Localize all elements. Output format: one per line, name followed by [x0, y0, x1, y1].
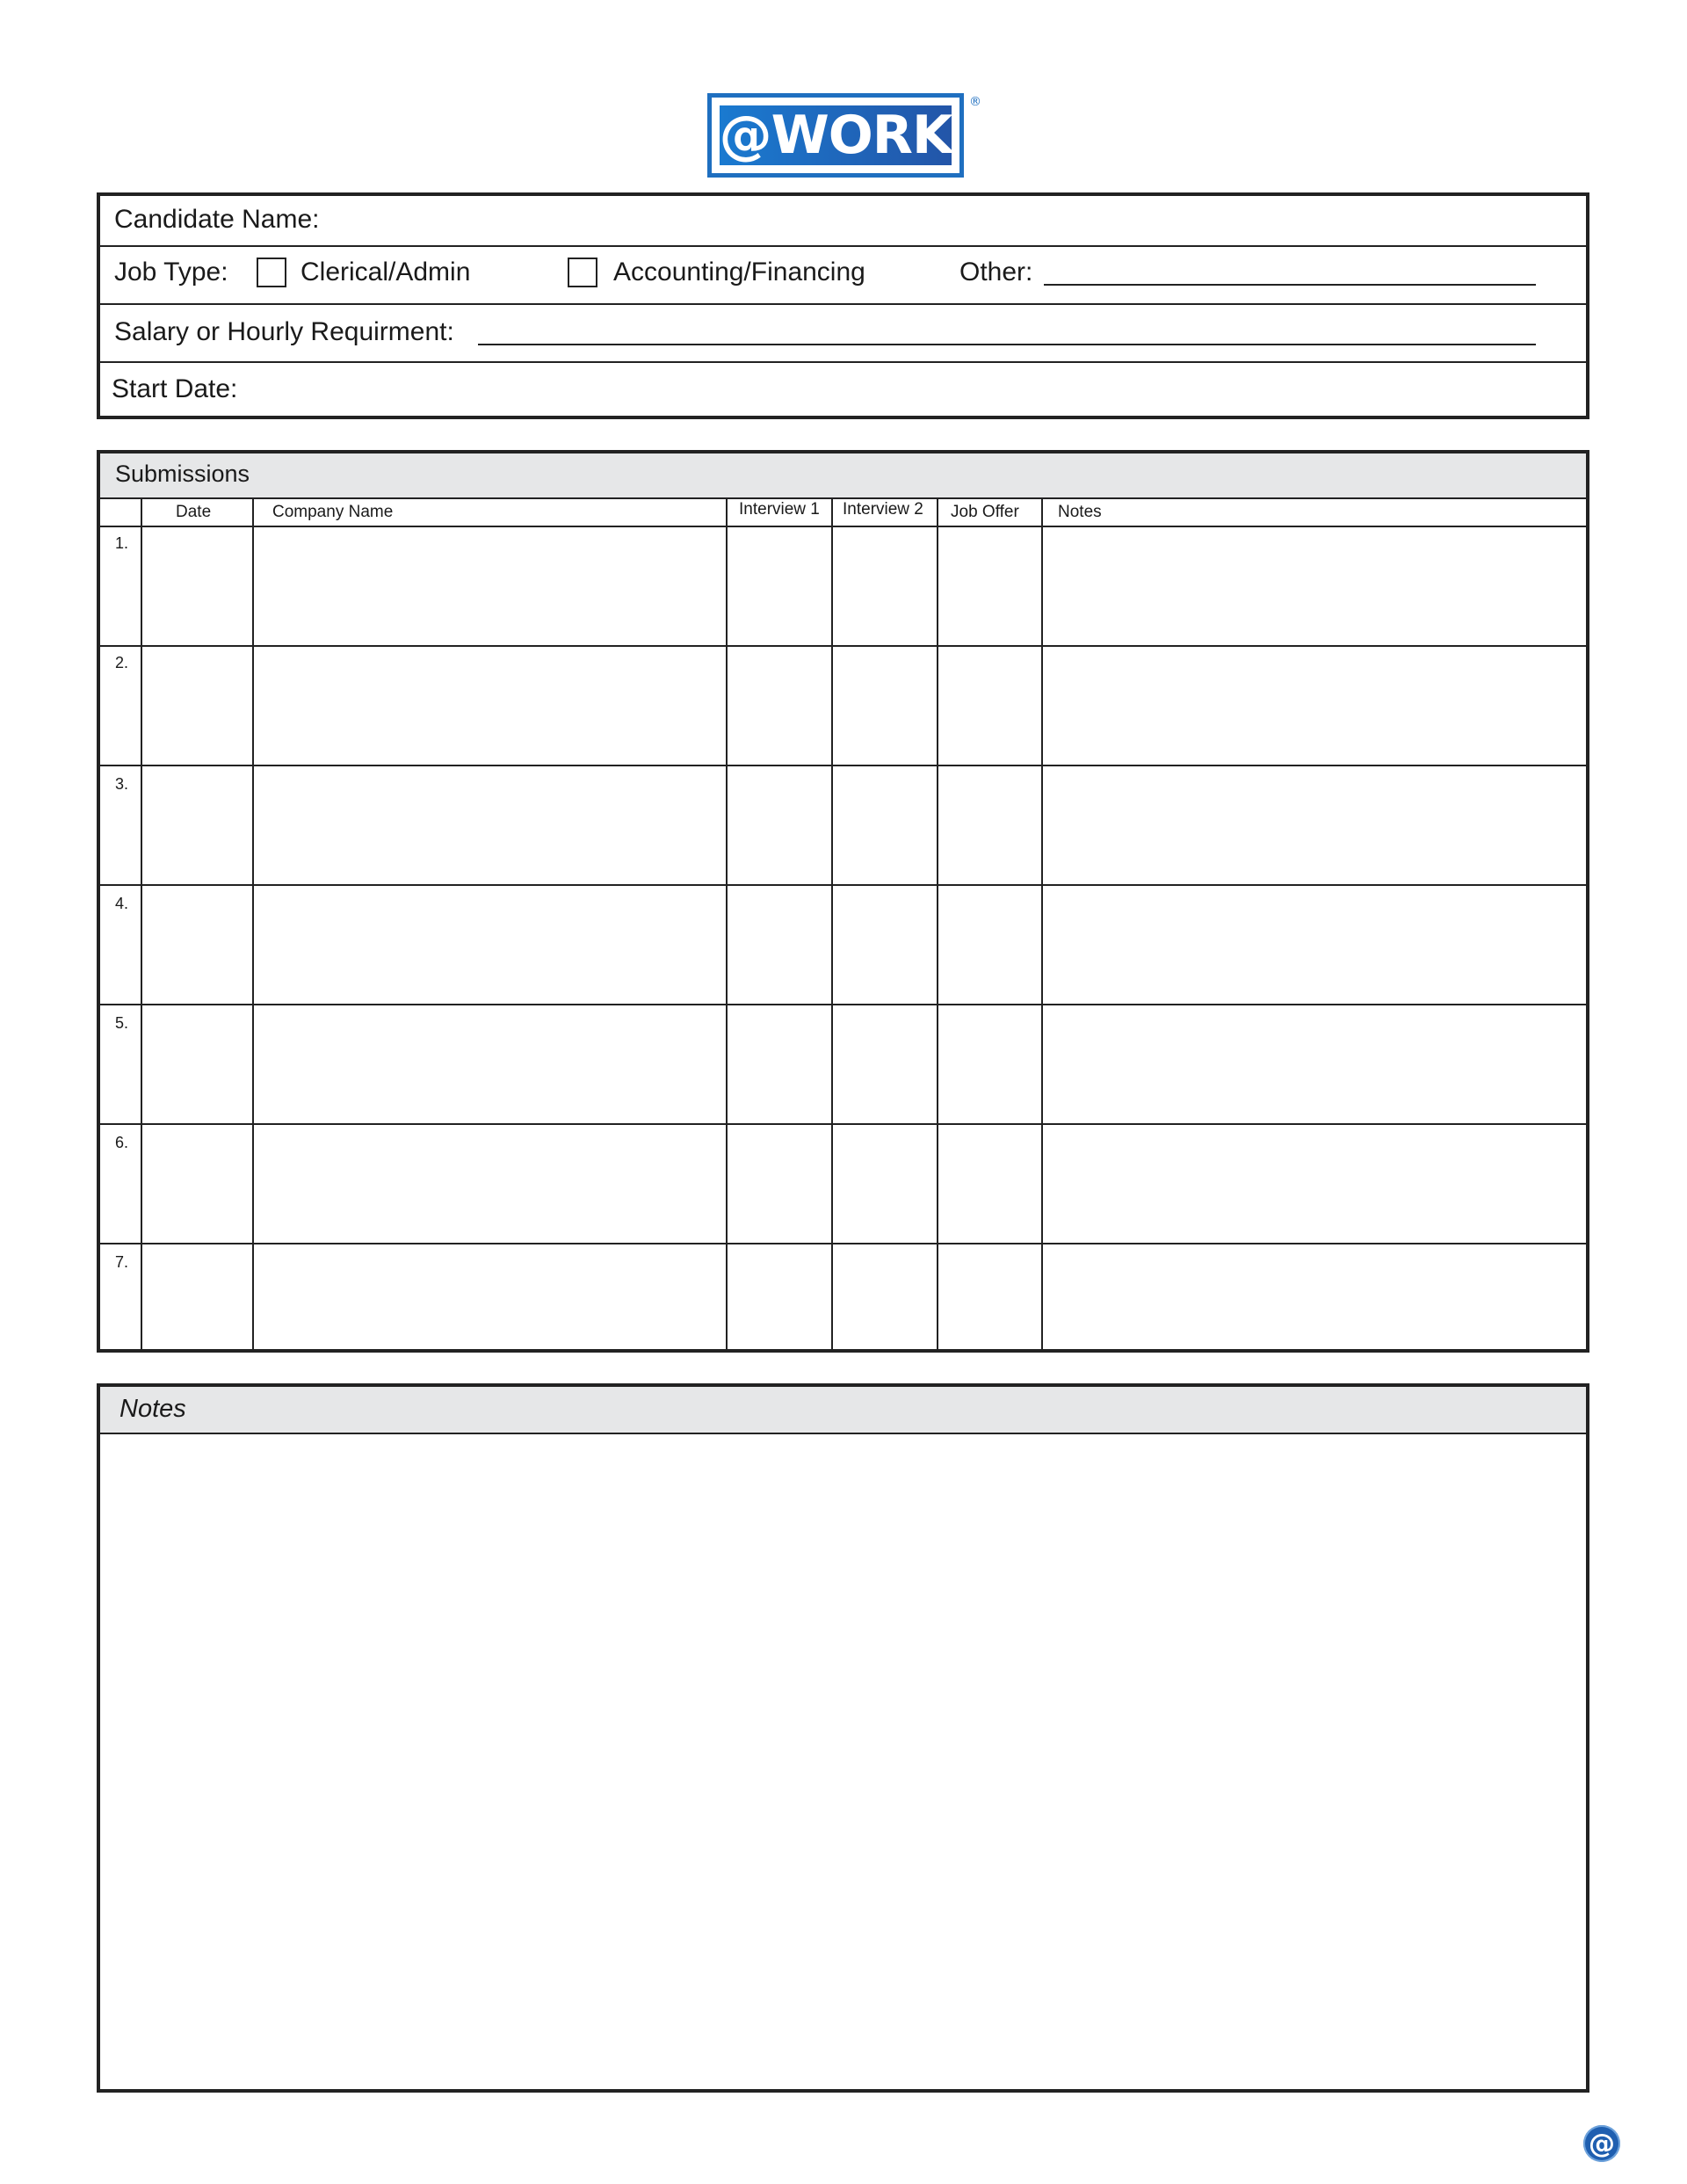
row-divider: [100, 884, 1586, 886]
candidate-name-row: [100, 196, 1586, 247]
logo-text: @WORK: [719, 105, 952, 166]
start-date-label: Start Date:: [112, 374, 238, 403]
notes-title: Notes: [119, 1395, 186, 1423]
row-number: 1.: [115, 534, 129, 552]
col-job-offer: Job Offer: [951, 503, 1019, 521]
column-header-row: [100, 499, 1586, 526]
col-notes: Notes: [1058, 503, 1102, 521]
clerical-label: Clerical/Admin: [300, 258, 471, 287]
row-divider: [100, 1123, 1586, 1125]
logo-frame: [707, 93, 964, 178]
at-icon: @: [1583, 2125, 1620, 2162]
submissions-table: [97, 450, 1589, 1353]
salary-label: Salary or Hourly Requirment:: [114, 317, 454, 346]
col-interview2: Interview 2: [843, 500, 923, 519]
job-type-label: Job Type:: [114, 258, 228, 287]
other-input-line[interactable]: [1044, 284, 1536, 286]
row-number: 7.: [115, 1253, 129, 1271]
col-company: Company Name: [272, 503, 394, 521]
header-divider: [100, 526, 1586, 527]
row-divider: [100, 1243, 1586, 1244]
salary-row: [100, 303, 1586, 363]
row-number: 2.: [115, 654, 129, 671]
row-number: 4.: [115, 895, 129, 912]
row-divider: [100, 645, 1586, 647]
col-divider: [1041, 499, 1043, 1349]
accounting-label: Accounting/Financing: [613, 258, 865, 287]
notes-header: [100, 1387, 1586, 1434]
accounting-checkbox[interactable]: [568, 258, 597, 287]
col-divider: [937, 499, 938, 1349]
candidate-name-label: Candidate Name:: [114, 205, 320, 234]
row-divider: [100, 765, 1586, 766]
col-date: Date: [176, 503, 212, 521]
other-label: Other:: [959, 258, 1033, 287]
row-number: 6.: [115, 1134, 129, 1151]
clerical-checkbox[interactable]: [257, 258, 286, 287]
candidate-info-box: [97, 192, 1589, 419]
salary-input-line[interactable]: [478, 344, 1536, 345]
col-divider: [252, 499, 254, 1349]
company-logo: [707, 93, 981, 179]
col-divider: [726, 499, 728, 1349]
row-number: 3.: [115, 775, 129, 793]
notes-box[interactable]: [97, 1383, 1589, 2093]
row-number: 5.: [115, 1014, 129, 1032]
col-divider: [141, 499, 142, 1349]
start-date-row: [100, 361, 1586, 416]
job-type-row: [100, 245, 1586, 305]
col-interview1: Interview 1: [739, 500, 820, 519]
row-divider: [100, 1004, 1586, 1005]
submissions-header: [100, 453, 1586, 499]
col-divider: [831, 499, 833, 1349]
submissions-title: Submissions: [115, 461, 250, 487]
registered-mark: ®: [969, 95, 981, 109]
